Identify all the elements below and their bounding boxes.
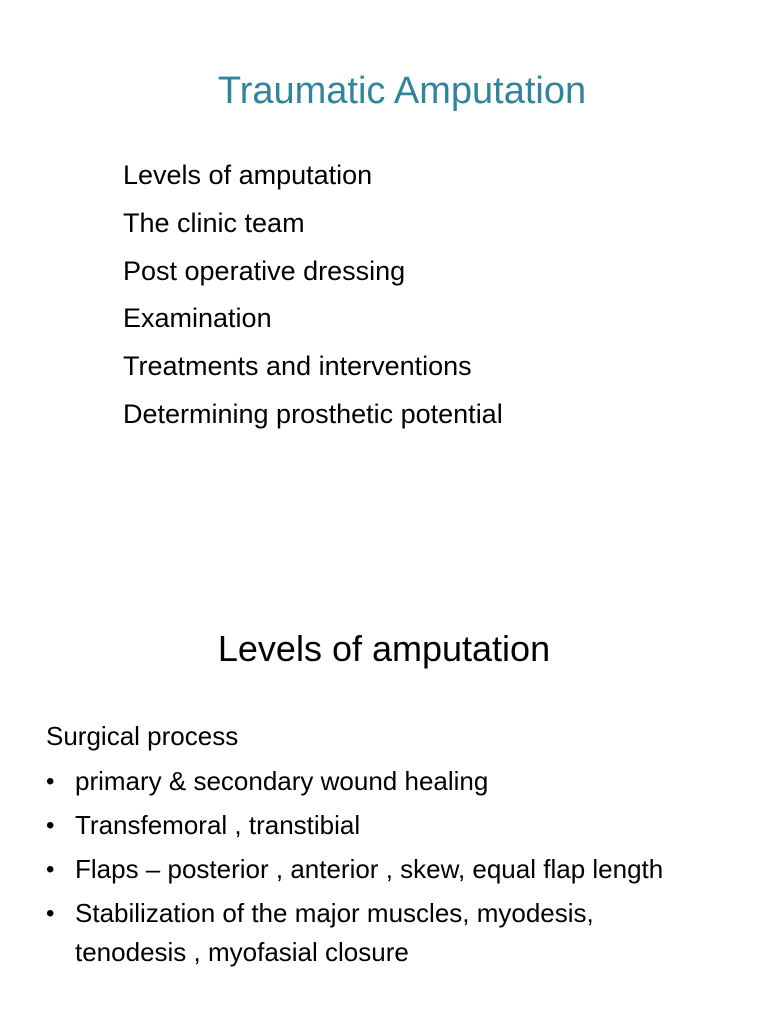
bullet-item <box>46 850 686 889</box>
slide-levels-of-amputation <box>0 576 768 1024</box>
agenda-item: Determining prosthetic potential <box>123 398 503 429</box>
bullet-text: Flaps – posterior , anterior , skew, equal flap length <box>75 854 664 884</box>
bullet-item <box>46 762 686 801</box>
bullet-text: Transfemoral , transtibial <box>75 810 361 840</box>
agenda-list <box>123 152 503 439</box>
slide-title: Levels of amputation <box>217 628 551 669</box>
bullet-marker: • <box>46 856 55 883</box>
agenda-item: Treatments and interventions <box>123 351 472 382</box>
bullet-marker: • <box>46 812 55 839</box>
bullet-marker: • <box>46 900 55 927</box>
agenda-item: Levels of amputation <box>123 160 373 190</box>
bullet-item <box>46 806 686 845</box>
agenda-item: The clinic team <box>123 207 305 238</box>
bullet-item <box>46 894 686 972</box>
section-subhead: Surgical process <box>46 721 239 751</box>
bullet-list <box>46 762 686 977</box>
agenda-item: Post operative dressing <box>123 255 406 286</box>
slide-title: Traumatic Amputation <box>217 70 587 112</box>
bullet-text: Stabilization of the major muscles, myodesis, tenodesis , myofasial closure <box>75 898 594 967</box>
bullet-marker: • <box>46 768 55 795</box>
agenda-item: Examination <box>123 303 272 334</box>
bullet-text: primary & secondary wound healing <box>75 766 489 796</box>
